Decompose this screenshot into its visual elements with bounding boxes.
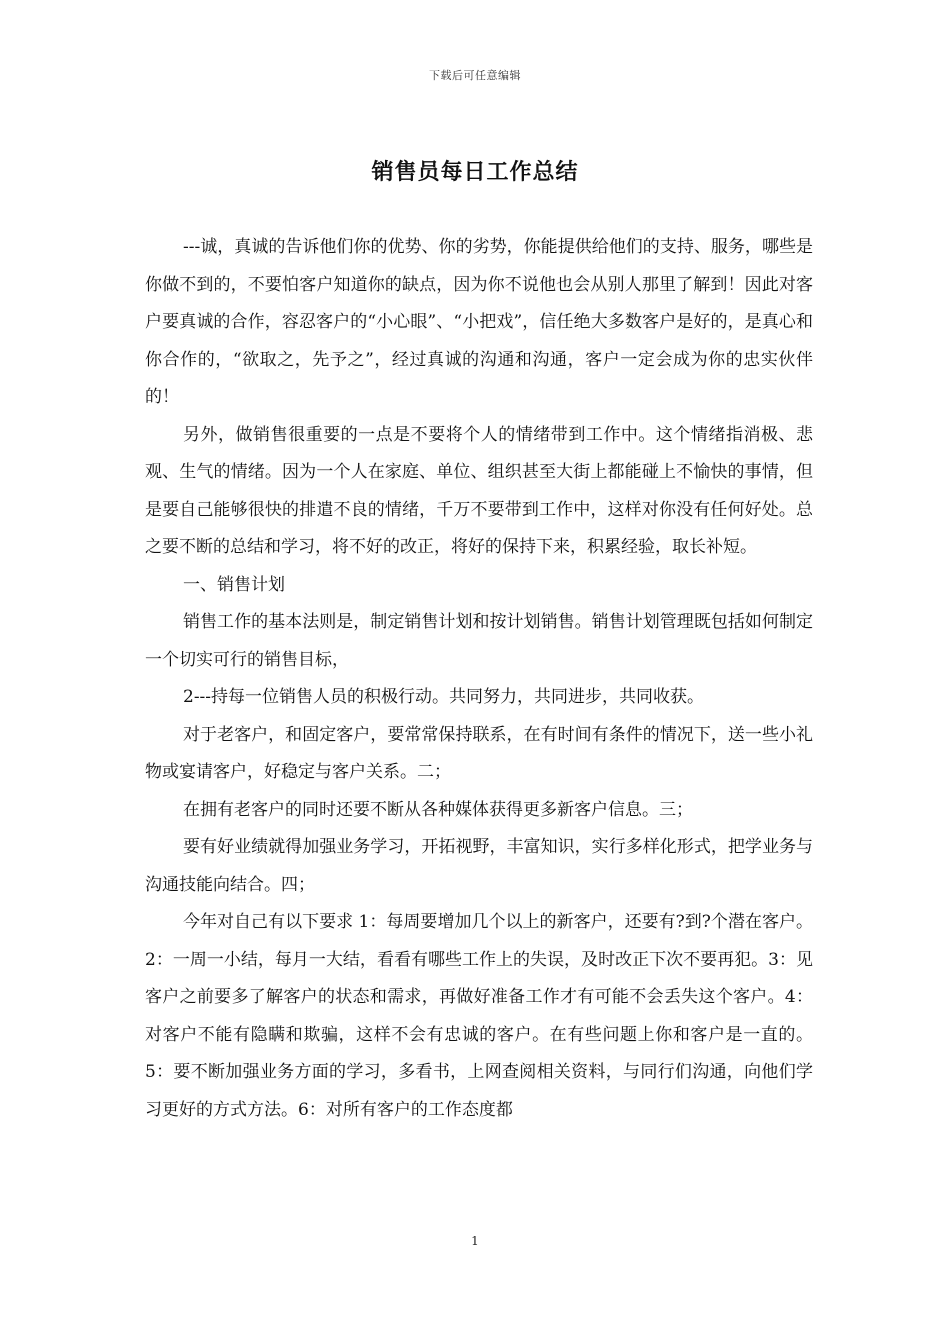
paragraph: 对于老客户，和固定客户，要常常保持联系，在有时间有条件的情况下，送一些小礼物或宴请客户，好稳定与客户关系。二；	[145, 724, 813, 782]
paragraph: 在拥有老客户的同时还要不断从各种媒体获得更多新客户信息。三；	[183, 799, 693, 820]
page-number: 1	[471, 1234, 479, 1248]
paragraph: 销售工作的基本法则是，制定销售计划和按计划销售。销售计划管理既包括如何制定一个切实可行的销售目标，	[145, 612, 813, 670]
paragraph: ---诚，真诚的告诉他们你的优势、你的劣势，你能提供给他们的支持、服务，哪些是你做不到的，不要怕客户知道你的缺点，因为你不说他也会从别人那里了解到！因此对客户要真诚的合作，容忍客户的“小心眼”、“小把戏”，信任绝大多数客户是好的，是真心和你合作的，“欲取之，先予之”，经过真诚的沟通和沟通，客户一定会成为你的忠实伙伴的！	[145, 237, 813, 407]
document-title: 销售员每日工作总结	[371, 159, 579, 185]
section-heading: 一、销售计划	[183, 574, 285, 595]
paragraph: 2---持每一位销售人员的积极行动。共同努力，共同进步，共同收获。	[183, 687, 705, 707]
paragraph: 要有好业绩就得加强业务学习，开拓视野，丰富知识，实行多样化形式，把学业务与沟通技能向结合。四；	[145, 837, 813, 895]
document-body	[145, 229, 813, 1129]
paragraph: 另外，做销售很重要的一点是不要将个人的情绪带到工作中。这个情绪指消极、悲观、生气的情绪。因为一个人在家庭、单位、组织甚至大街上都能碰上不愉快的事情，但是要自己能够很快的排遣不良的情绪，千万不要带到工作中，这样对你没有任何好处。总之要不断的总结和学习，将不好的改正，将好的保持下来，积累经验，取长补短。	[145, 424, 813, 557]
paragraph: 今年对自己有以下要求 1：每周要增加几个以上的新客户，还要有?到?个潜在客户。2：一周一小结，每月一大结，看看有哪些工作上的失误，及时改正下次不要再犯。3：见客户之前要多了解客户的状态和需求，再做好准备工作才有可能不会丢失这个客户。4：对客户不能有隐瞒和欺骗，这样不会有忠诚的客户。在有些问题上你和客户是一直的。5：要不断加强业务方面的学习，多看书，上网查阅相关资料，与同行们沟通，向他们学习更好的方式方法。6：对所有客户的工作态度都	[145, 912, 813, 1120]
header-note: 下载后可任意编辑	[429, 69, 521, 82]
